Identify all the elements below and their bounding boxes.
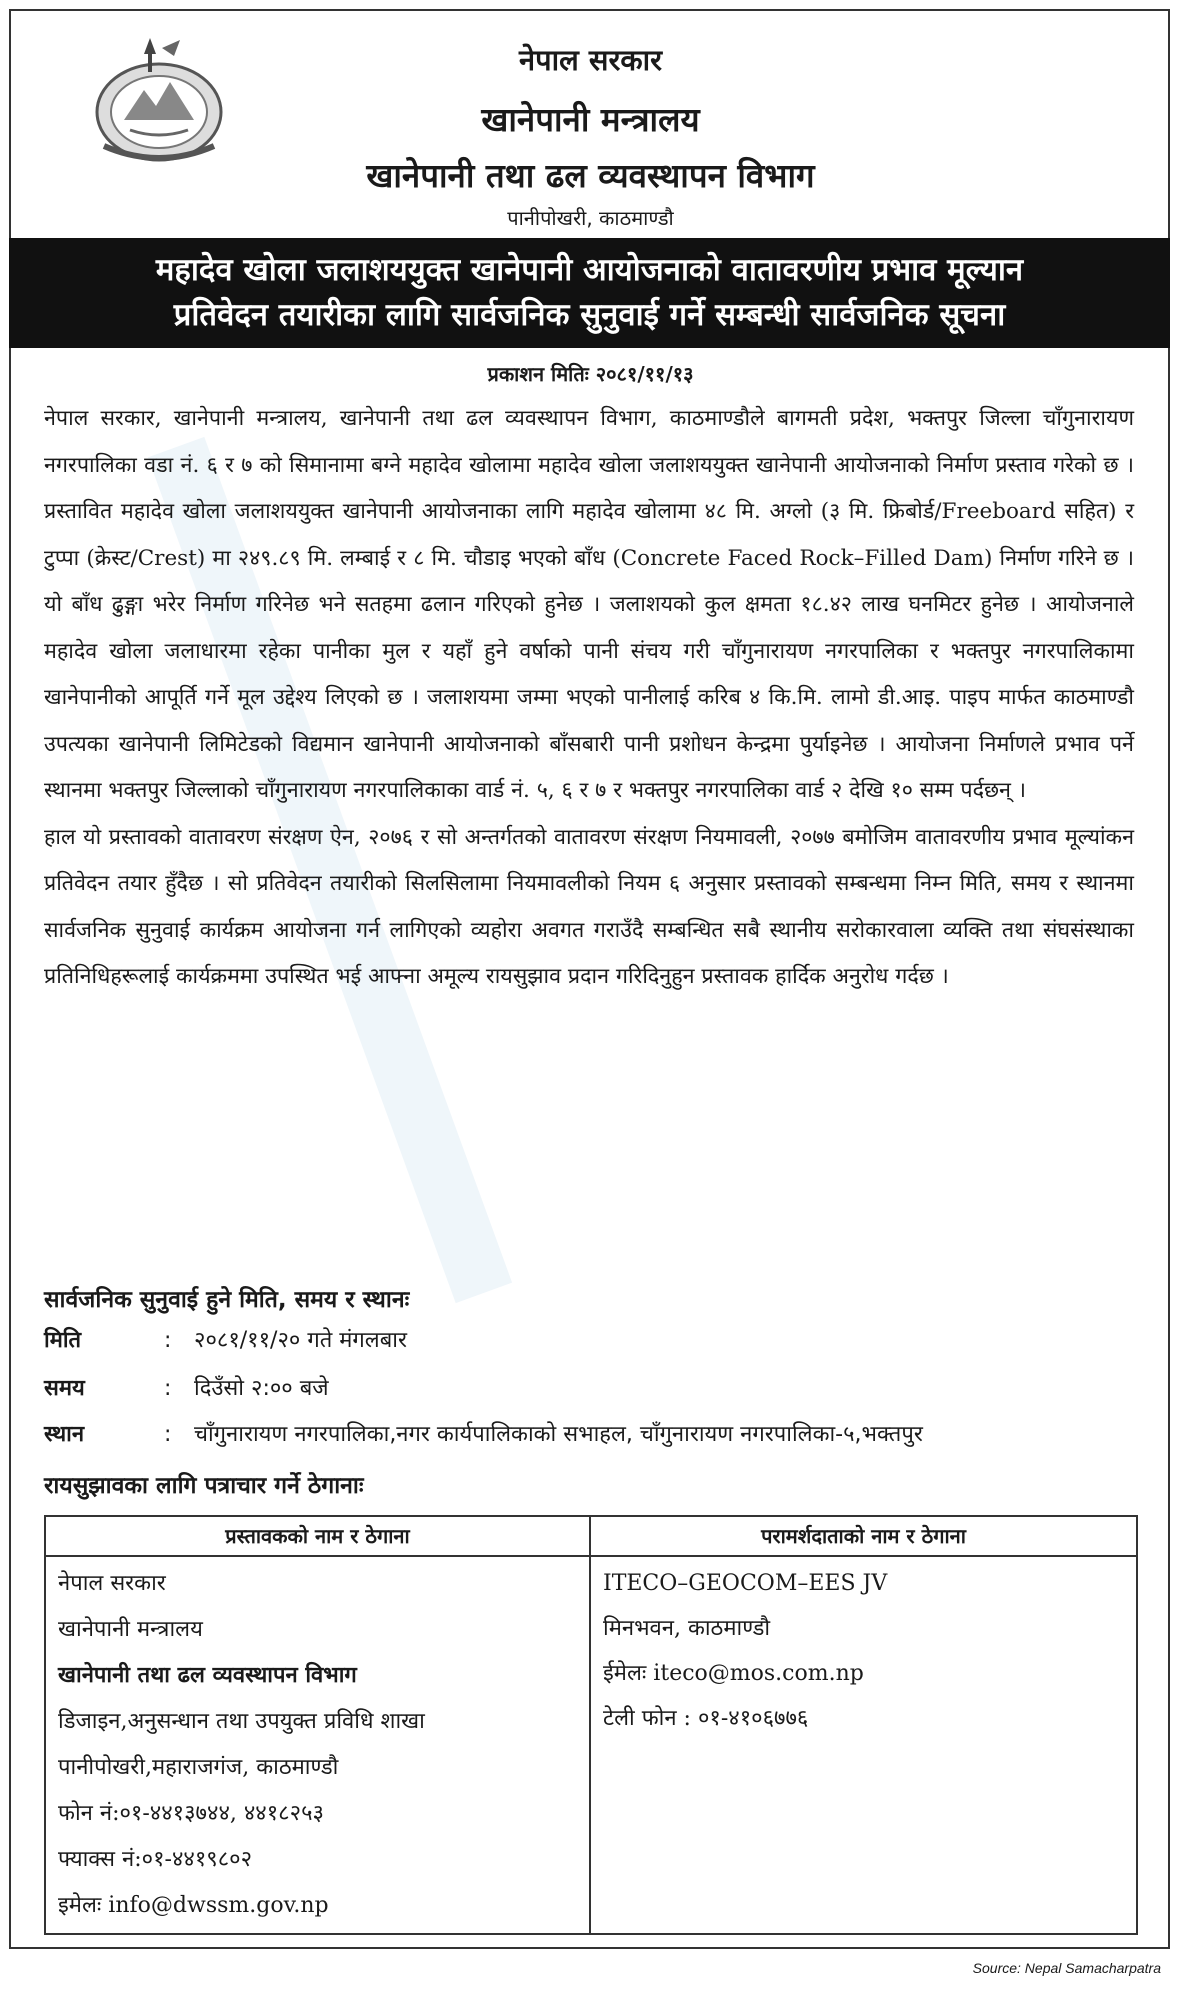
proponent-email: इमेलः info@dwssm.gov.np <box>58 1893 329 1918</box>
hearing-place-row <box>44 1418 923 1448</box>
hearing-time-value: दिउँसो २:०० बजे <box>194 1376 329 1401</box>
hearing-time-label: समय <box>44 1376 85 1401</box>
address-table <box>44 1515 1138 1935</box>
proponent-heading: प्रस्तावकको नाम र ठेगाना <box>46 1517 589 1557</box>
proponent-line: डिजाइन,अनुसन्धान तथा उपयुक्त प्रविधि शाखा <box>58 1709 425 1734</box>
hearing-place-label: स्थान <box>44 1422 85 1447</box>
notice-title-line-2: प्रतिवेदन तयारीका लागि सार्वजनिक सुनुवाई गर्ने सम्बन्धी सार्वजनिक सूचना <box>173 297 1006 333</box>
hearing-date-label: मिति <box>44 1328 82 1353</box>
consultant-column <box>591 1517 1136 1933</box>
consultant-phone: टेली फोन : ०१-४१०६७७६ <box>603 1706 809 1731</box>
proponent-line: खानेपानी मन्त्रालय <box>58 1617 203 1642</box>
notice-title-banner <box>9 238 1170 348</box>
proponent-line: नेपाल सरकार <box>58 1571 166 1596</box>
source-credit: Source: Nepal Samacharpatra <box>972 1960 1161 1976</box>
consultant-email: ईमेलः iteco@mos.com.np <box>603 1661 864 1686</box>
proponent-line: पानीपोखरी,महाराजगंज, काठमाण्डौ <box>58 1755 339 1780</box>
proponent-line: खानेपानी तथा ढल व्यवस्थापन विभाग <box>58 1663 357 1688</box>
hearing-date-row <box>44 1324 407 1354</box>
consultant-line: मिनभवन, काठमाण्डौ <box>603 1616 771 1641</box>
correspondence-title: रायसुझावका लागि पत्राचार गर्ने ठेगानाः <box>44 1473 364 1499</box>
proponent-phone: फोन नं:०१-४४१३७४४, ४४१८२५३ <box>58 1801 324 1826</box>
separator: : <box>164 1328 172 1353</box>
proponent-column <box>46 1517 591 1933</box>
hearing-time-row <box>44 1372 329 1402</box>
proponent-fax: फ्याक्स नं:०१-४४१९८०२ <box>58 1847 253 1872</box>
ministry-name: खानेपानी मन्त्रालय <box>481 100 700 139</box>
separator: : <box>164 1422 172 1447</box>
hearing-title: सार्वजनिक सुनुवाई हुने मिति, समय र स्थानः <box>44 1287 410 1313</box>
hearing-date-value: २०८१/११/२० गते मंगलबार <box>194 1328 407 1353</box>
consultant-line: ITECO–GEOCOM–EES JV <box>603 1571 888 1596</box>
consultant-heading: परामर्शदाताको नाम र ठेगाना <box>591 1517 1136 1557</box>
notice-body <box>44 396 1134 1001</box>
hearing-place-value: चाँगुनारायण नगरपालिका,नगर कार्यपालिकाको सभाहल, चाँगुनारायण नगरपालिका-५,भक्तपुर <box>194 1422 923 1447</box>
notice-title-line-1: महादेव खोला जलाशययुक्त खानेपानी आयोजनाको वातावरणीय प्रभाव मूल्यान <box>155 252 1024 288</box>
published-date: प्रकाशन मितिः २०८१/११/१३ <box>487 362 694 386</box>
government-name: नेपाल सरकार <box>519 43 662 77</box>
department-name: खानेपानी तथा ढल व्यवस्थापन विभाग <box>366 156 815 195</box>
notice-paragraph-1: नेपाल सरकार, खानेपानी मन्त्रालय, खानेपानी तथा ढल व्यवस्थापन विभाग, काठमाण्डौले बागमती प्रदेश, भक्तपुर जिल्ला चाँगुनारायण नगरपालिका वडा नं. ६ र ७ को सिमानामा बग्ने महादेव खोलामा महादेव खोला जलाशययुक्त खानेपानी आयोजनाको निर्माण प्रस्ताव गरेको छ । प्रस्तावित महादेव खोला जलाशययुक्त खानेपानी आयोजनाका लागि महादेव खोलामा ४८ मि. अग्लो (३ मि. फ्रिबोर्ड/Freeboard सहित) र टुप्पा (क्रेस्ट/Crest) मा २४९.८९ मि. लम्बाई र ८ मि. चौडाइ भएको बाँध (Concrete Faced Rock–Filled Dam) निर्माण गरिने छ । यो बाँध ढुङ्गा भरेर निर्माण गरिनेछ भने सतहमा ढलान गरिएको हुनेछ । जलाशयको कुल क्षमता १८.४२ लाख घनमिटर हुनेछ । आयोजनाले महादेव खोला जलाधारमा रहेका पानीका मुल र यहाँ हुने वर्षाको पानी संचय गरी चाँगुनारायण नगरपालिका र भक्तपुर नगरपालिकामा खानेपानीको आपूर्ति गर्ने मूल उद्देश्य लिएको छ । जलाशयमा जम्मा भएको पानीलाई करिब ४ कि.मि. लामो डी.आइ. पाइप मार्फत काठमाण्डौ उपत्यका खानेपानी लिमिटेडको विद्यमान खानेपानी आयोजनाको बाँसबारी पानी प्रशोधन केन्द्रमा पुर्याइनेछ । आयोजना निर्माणले प्रभाव पर्ने स्थानमा भक्तपुर जिल्लाको चाँगुनारायण नगरपालिकाका वार्ड नं. ५, ६ र ७ र भक्तपुर नगरपालिका वार्ड २ देखि १० सम्म पर्दछन् । <box>44 406 1134 803</box>
separator: : <box>164 1376 172 1401</box>
notice-paragraph-2: हाल यो प्रस्तावको वातावरण संरक्षण ऐन, २०७६ र सो अन्तर्गतको वातावरण संरक्षण नियमावली, २०७७ बमोजिम वातावरणीय प्रभाव मूल्यांकन प्रतिवेदन तयार हुँदैछ । सो प्रतिवेदन तयारीको सिलसिलामा नियमावलीको नियम ६ अनुसार प्रस्तावको सम्बन्धमा निम्न मिति, समय र स्थानमा सार्वजनिक सुनुवाई कार्यक्रम आयोजना गर्न लागिएको व्यहोरा अवगत गराउँदै सम्बन्धित सबै स्थानीय सरोकारवाला व्यक्ति तथा संघसंस्थाका प्रतिनिधिहरूलाई कार्यक्रममा उपस्थित भई आफ्ना अमूल्य रायसुझाव प्रदान गरिदिनुहुन प्रस्तावक हार्दिक अनुरोध गर्दछ । <box>44 824 1134 989</box>
office-location: पानीपोखरी, काठमाण्डौ <box>507 206 674 230</box>
